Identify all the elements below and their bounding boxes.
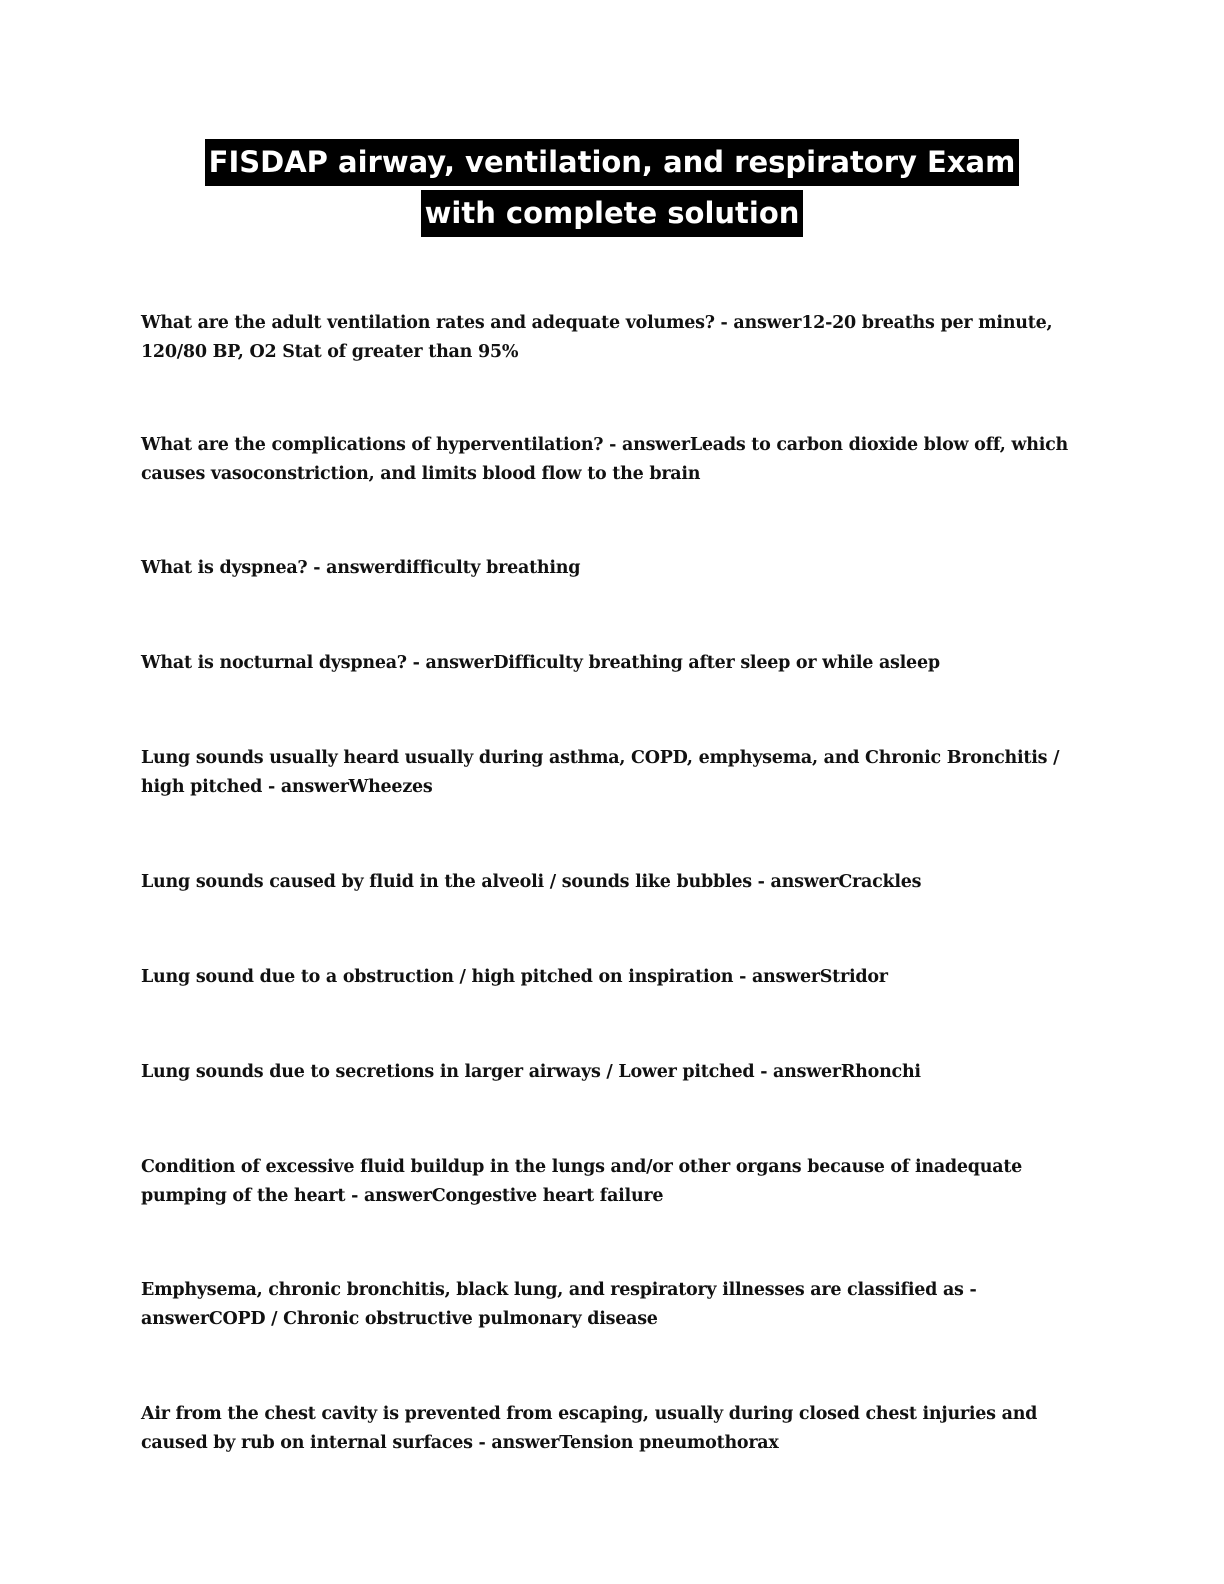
qa-item-9: Condition of excessive fluid buildup in the lungs and/or other organs because of inadequate pumping of the heart - answerCongestive heart failure <box>141 1157 1023 1206</box>
qa-item-6: Lung sounds caused by fluid in the alveoli / sounds like bubbles - answerCrackles <box>141 872 922 892</box>
title-line-1: FISDAP airway, ventilation, and respiratory Exam <box>205 139 1020 186</box>
qa-item-1: What are the adult ventilation rates and adequate volumes? - answer12-20 breaths per minute, 120/80 BP, O2 Stat of greater than 95% <box>141 313 1053 362</box>
qa-item-8: Lung sounds due to secretions in larger airways / Lower pitched - answerRhonchi <box>141 1062 921 1082</box>
qa-item-2: What are the complications of hyperventilation? - answerLeads to carbon dioxide blow off, which causes vasoconstriction, and limits blood flow to the brain <box>141 435 1068 484</box>
document-title <box>0 139 1224 241</box>
qa-item-3: What is dyspnea? - answerdifficulty breathing <box>141 558 581 578</box>
qa-item-5: Lung sounds usually heard usually during asthma, COPD, emphysema, and Chronic Bronchitis / high pitched - answerWheezes <box>141 748 1060 797</box>
title-line-2: with complete solution <box>421 190 804 237</box>
qa-item-7: Lung sound due to a obstruction / high pitched on inspiration - answerStridor <box>141 967 888 987</box>
qa-item-10: Emphysema, chronic bronchitis, black lung, and respiratory illnesses are classified as - answerCOPD / Chronic obstructive pulmonary disease <box>141 1280 977 1329</box>
qa-item-11: Air from the chest cavity is prevented from escaping, usually during closed chest injuries and caused by rub on internal surfaces - answerTension pneumothorax <box>141 1404 1038 1453</box>
qa-item-4: What is nocturnal dyspnea? - answerDifficulty breathing after sleep or while asleep <box>141 653 940 673</box>
